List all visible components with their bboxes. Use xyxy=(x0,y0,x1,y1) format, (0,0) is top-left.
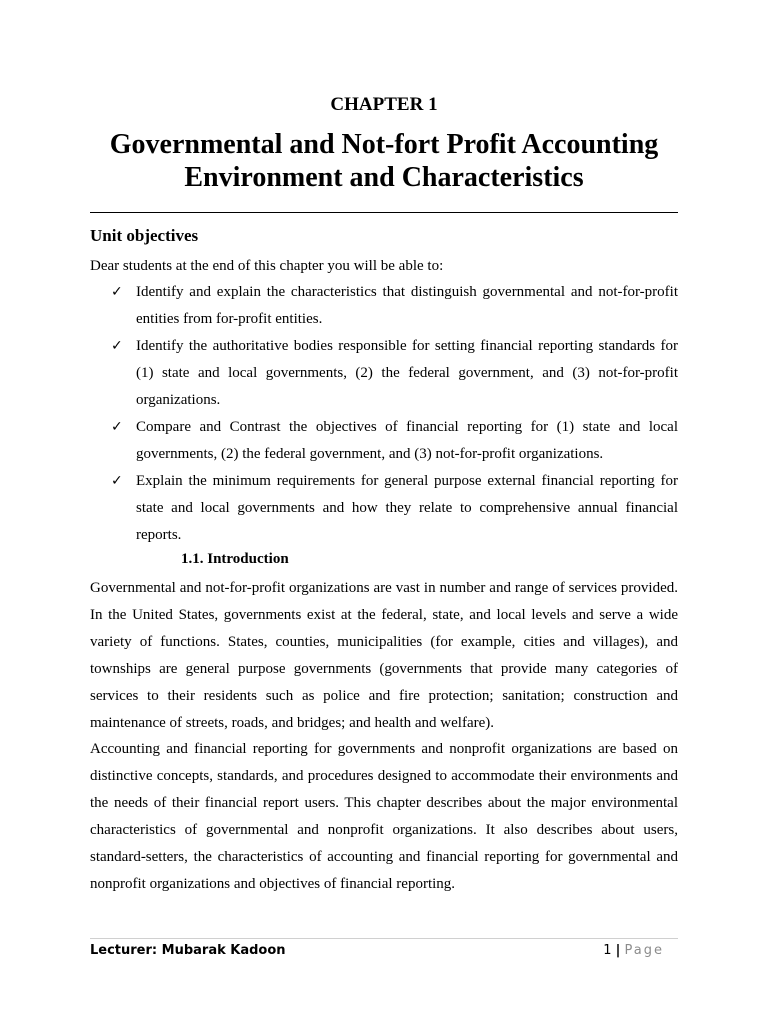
footer-page-indicator xyxy=(560,942,664,960)
objective-item xyxy=(90,468,678,549)
introduction-body xyxy=(90,575,678,898)
objective-item xyxy=(90,279,678,333)
unit-objectives-heading: Unit objectives xyxy=(90,226,199,245)
objectives-list xyxy=(90,279,678,549)
chapter-label: CHAPTER 1 xyxy=(330,94,438,115)
checkmark-icon: ✓ xyxy=(111,419,123,435)
chapter-title-line-2: Environment and Characteristics xyxy=(184,162,584,193)
checkmark-icon: ✓ xyxy=(111,338,123,354)
body-paragraph: Accounting and financial reporting for governments and nonprofit organizations are based on distinctive concepts, standards, and procedures designed to accommodate their environments and the needs of their financial report users. This chapter describes about the major environmental characteristics of governmental and nonprofit organizations. It also describes about users, standard-setters, the characteristics of accounting and financial reporting for governmental and nonprofit organizations and objectives of financial reporting. xyxy=(90,741,678,892)
title-divider xyxy=(90,212,678,213)
objective-item xyxy=(90,414,678,468)
objective-text: Compare and Contrast the objectives of financial reporting for (1) state and local governments, (2) the federal government, and (3) not-for-profit organizations. xyxy=(136,419,678,462)
objective-item xyxy=(90,333,678,414)
checkmark-icon: ✓ xyxy=(111,284,123,300)
objective-text: Explain the minimum requirements for general purpose external financial reporting for state and local governments and how they relate to comprehensive annual financial reports. xyxy=(136,473,678,543)
body-paragraph: Governmental and not-for-profit organizations are vast in number and range of services provided. In the United States, governments exist at the federal, state, and local levels and serve a wide variety of functions. States, counties, municipalities (for example, cities and villages), and townships are general purpose governments (governments that provide many categories of services to their residents such as police and fire protection; sanitation; construction and maintenance of streets, roads, and bridges; and health and welfare). xyxy=(90,580,678,731)
chapter-title-line-1: Governmental and Not-fort Profit Accounting xyxy=(109,129,659,160)
footer-lecturer: Lecturer: Mubarak Kadoon xyxy=(90,943,286,958)
objective-text: Identify and explain the characteristics that distinguish governmental and not-for-profit entities from for-profit entities. xyxy=(136,284,678,327)
chapter-title xyxy=(60,128,708,194)
page-number: 1 xyxy=(603,943,612,958)
checkmark-icon: ✓ xyxy=(111,473,123,489)
introduction-heading: 1.1. Introduction xyxy=(181,551,289,567)
unit-objectives-intro: Dear students at the end of this chapter you will be able to: xyxy=(90,258,444,274)
page-separator: | xyxy=(615,943,621,958)
page-label: Page xyxy=(624,943,664,958)
objective-text: Identify the authoritative bodies responsible for setting financial reporting standards for (1) state and local governments, (2) the federal government, and (3) not-for-profit organizations. xyxy=(136,338,678,408)
footer-divider xyxy=(90,938,678,939)
